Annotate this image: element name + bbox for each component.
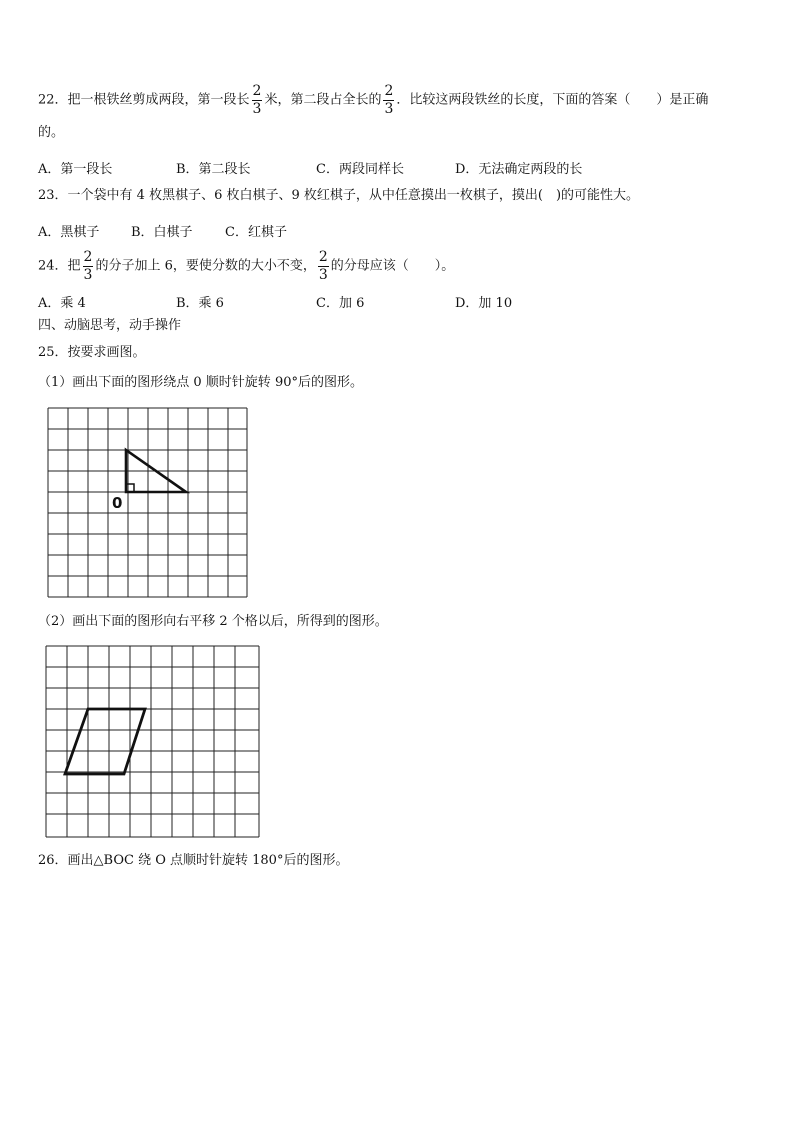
q22-option-d[interactable]: D．无法确定两段的长	[455, 162, 583, 177]
q22-fraction-1: $\frac{2}{3}$	[252, 83, 262, 117]
q24-option-c[interactable]: C．加 6	[316, 296, 365, 311]
q22-suffix: ．比较这两段铁丝的长度，下面的答案（ ）是正确	[396, 92, 709, 108]
q24-option-b[interactable]: B．乘 6	[176, 296, 224, 311]
grid-1-lines	[48, 408, 247, 597]
q24-option-a[interactable]: A．乘 4	[38, 296, 86, 311]
q25-part1-instruction: （1）画出下面的图形绕点 0 顺时针旋转 90°后的图形。	[38, 375, 363, 390]
q25-part2-instruction: （2）画出下面的图形向右平移 2 个格以后，所得到的图形。	[38, 614, 388, 629]
q22-option-b[interactable]: B．第二段长	[176, 162, 251, 177]
q22-option-a[interactable]: A．第一段长	[38, 162, 113, 177]
q24-middle: 的分子加上 6，要使分数的大小不变，	[95, 258, 316, 274]
q24-fraction-1: $\frac{2}{3}$	[83, 249, 93, 283]
q25-grid-1[interactable]	[44, 404, 250, 600]
q22-fraction-2: $\frac{2}{3}$	[384, 83, 394, 117]
q25-grid-2[interactable]	[44, 644, 262, 840]
q26-stem: 26．画出△BOC 绕 O 点顺时针旋转 180°后的图形。	[38, 853, 349, 868]
q24-suffix: 的分母应该（ ）。	[330, 258, 455, 274]
q24-option-d[interactable]: D．加 10	[455, 296, 513, 311]
q23-option-a[interactable]: A．黑棋子	[38, 225, 100, 240]
q24-prefix: 24．把	[38, 258, 81, 274]
q24-fraction-2: $\frac{2}{3}$	[318, 249, 328, 283]
q23-option-b[interactable]: B．白棋子	[131, 225, 193, 240]
q22-stem	[38, 84, 708, 116]
q24-stem	[38, 250, 454, 282]
q22-continuation: 的。	[38, 125, 65, 140]
q22-prefix: 22．把一根铁丝剪成两段，第一段长	[38, 92, 250, 108]
section-4-title: 四、动脑思考，动手操作	[38, 318, 182, 333]
parallelogram-shape	[65, 709, 145, 774]
q23-option-c[interactable]: C．红棋子	[225, 225, 287, 240]
q22-option-c[interactable]: C．两段同样长	[316, 162, 404, 177]
q25-title: 25．按要求画图。	[38, 345, 146, 360]
q23-stem: 23．一个袋中有 4 枚黑棋子、6 枚白棋子、9 枚红棋子，从中任意摸出一枚棋子，摸出( )的可能性大。	[38, 188, 640, 203]
point-o-label: 0	[112, 494, 123, 512]
q22-middle: 米，第二段占全长的	[264, 92, 382, 108]
